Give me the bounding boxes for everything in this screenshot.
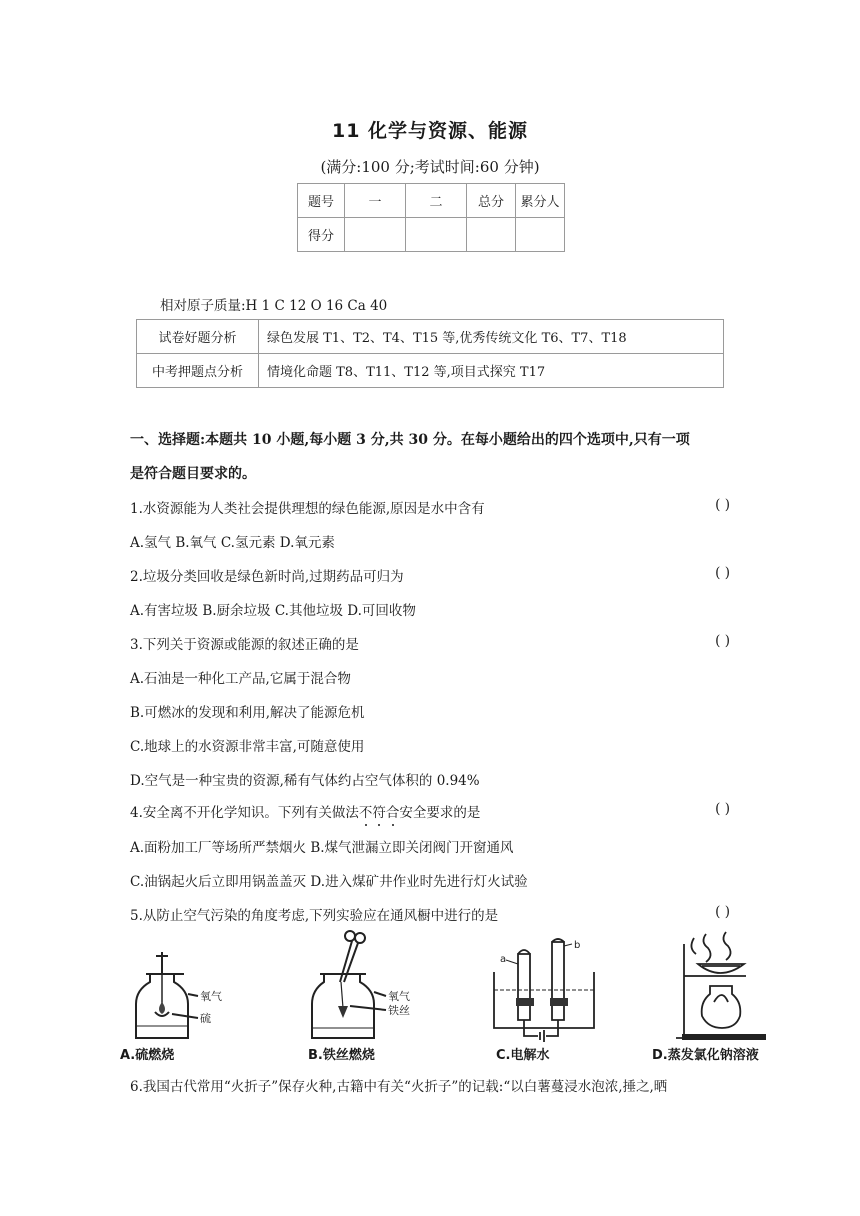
score-cell[interactable]: [516, 218, 565, 252]
analysis-label: 中考押题点分析: [137, 354, 259, 388]
question-4: [130, 801, 480, 821]
figure-label-c: C.电解水: [496, 1048, 550, 1063]
question-1-options: A.氢气 B.氧气 C.氢元素 D.氧元素: [130, 535, 335, 551]
answer-blank[interactable]: ( ): [715, 633, 730, 649]
question-4-stem: 4.安全离不开化学知识。下列有关做法: [130, 805, 359, 821]
label-oxygen: 氧气: [200, 990, 222, 1003]
figure-sulfur-burning: [120, 952, 236, 1064]
figure-iron-burning: [310, 930, 420, 1064]
emphasis-char: 符: [372, 805, 386, 821]
analysis-table: [136, 319, 724, 388]
question-4-options-ab: A.面粉加工厂等场所严禁烟火 B.煤气泄漏立即关闭阀门开窗通风: [130, 840, 514, 856]
score-row-label: 得分: [298, 218, 345, 252]
electrolysis-diagram: [490, 936, 600, 1044]
section-heading-cont: 是符合题目要求的。: [130, 466, 256, 482]
page-title: 11 化学与资源、能源: [331, 120, 529, 142]
emphasis-char: 不: [358, 805, 373, 821]
label-oxygen: 氧气: [388, 990, 410, 1003]
label-tube-a: a: [500, 954, 507, 965]
score-header-part1: 一: [345, 184, 406, 218]
atomic-mass: 相对原子质量:H 1 C 12 O 16 Ca 40: [160, 298, 388, 314]
score-table: [297, 183, 565, 252]
question-5: 5.从防止空气污染的角度考虑,下列实验应在通风橱中进行的是: [130, 908, 499, 924]
score-cell[interactable]: [467, 218, 516, 252]
question-1: 1.水资源能为人类社会提供理想的绿色能源,原因是水中含有: [130, 501, 485, 517]
question-2-options: A.有害垃圾 B.厨余垃圾 C.其他垃圾 D.可回收物: [130, 603, 416, 619]
score-header-number: 题号: [298, 184, 345, 218]
label-iron-wire: 铁丝: [388, 1004, 410, 1017]
label-sulfur: 硫: [200, 1012, 211, 1025]
figure-label-d: D.蒸发氯化钠溶液: [652, 1048, 759, 1063]
question-6: 6.我国古代常用“火折子”保存火种,古籍中有关“火折子”的记载:“以白薯蔓浸水泡浓,捶之,晒: [130, 1079, 668, 1095]
question-4-stem-end: 安全要求的是: [399, 805, 481, 821]
question-3-option-a: A.石油是一种化工产品,它属于混合物: [130, 671, 351, 687]
evaporation-diagram: [652, 930, 772, 1044]
figure-label-b: B.铁丝燃烧: [308, 1048, 375, 1063]
analysis-text: 绿色发展 T1、T2、T4、T15 等,优秀传统文化 T6、T7、T18: [259, 320, 724, 354]
answer-blank[interactable]: ( ): [715, 904, 730, 920]
sulfur-burning-diagram: [126, 952, 236, 1044]
question-3-option-b: B.可燃冰的发现和利用,解决了能源危机: [130, 705, 365, 721]
answer-blank[interactable]: ( ): [715, 801, 730, 817]
answer-blank[interactable]: ( ): [715, 497, 730, 513]
question-4-options-cd: C.油锅起火后立即用锅盖盖灭 D.进入煤矿井作业时先进行灯火试验: [130, 874, 528, 890]
analysis-label: 试卷好题分析: [137, 320, 259, 354]
score-header-part2: 二: [406, 184, 467, 218]
score-cell[interactable]: [406, 218, 467, 252]
score-cell[interactable]: [345, 218, 406, 252]
figure-water-electrolysis: [490, 936, 600, 1064]
figure-evaporation: [652, 930, 782, 1064]
figure-label-a: A.硫燃烧: [120, 1048, 175, 1063]
iron-burning-diagram: [310, 930, 420, 1044]
question-3: 3.下列关于资源或能源的叙述正确的是: [130, 637, 359, 653]
question-2: 2.垃圾分类回收是绿色新时尚,过期药品可归为: [130, 569, 404, 585]
exam-info: (满分:100 分;考试时间:60 分钟): [320, 158, 540, 176]
answer-blank[interactable]: ( ): [715, 565, 730, 581]
emphasis-char: 合: [385, 805, 400, 821]
score-header-grader: 累分人: [516, 184, 565, 218]
score-header-total: 总分: [467, 184, 516, 218]
question-3-option-c: C.地球上的水资源非常丰富,可随意使用: [130, 739, 365, 755]
analysis-text: 情境化命题 T8、T11、T12 等,项目式探究 T17: [259, 354, 724, 388]
section-heading: 一、选择题:本题共 10 小题,每小题 3 分,共 30 分。在每小题给出的四个选项中,只有一项: [130, 432, 690, 448]
label-tube-b: b: [574, 940, 581, 951]
question-3-option-d: D.空气是一种宝贵的资源,稀有气体约占空气体积的 0.94%: [130, 773, 480, 789]
